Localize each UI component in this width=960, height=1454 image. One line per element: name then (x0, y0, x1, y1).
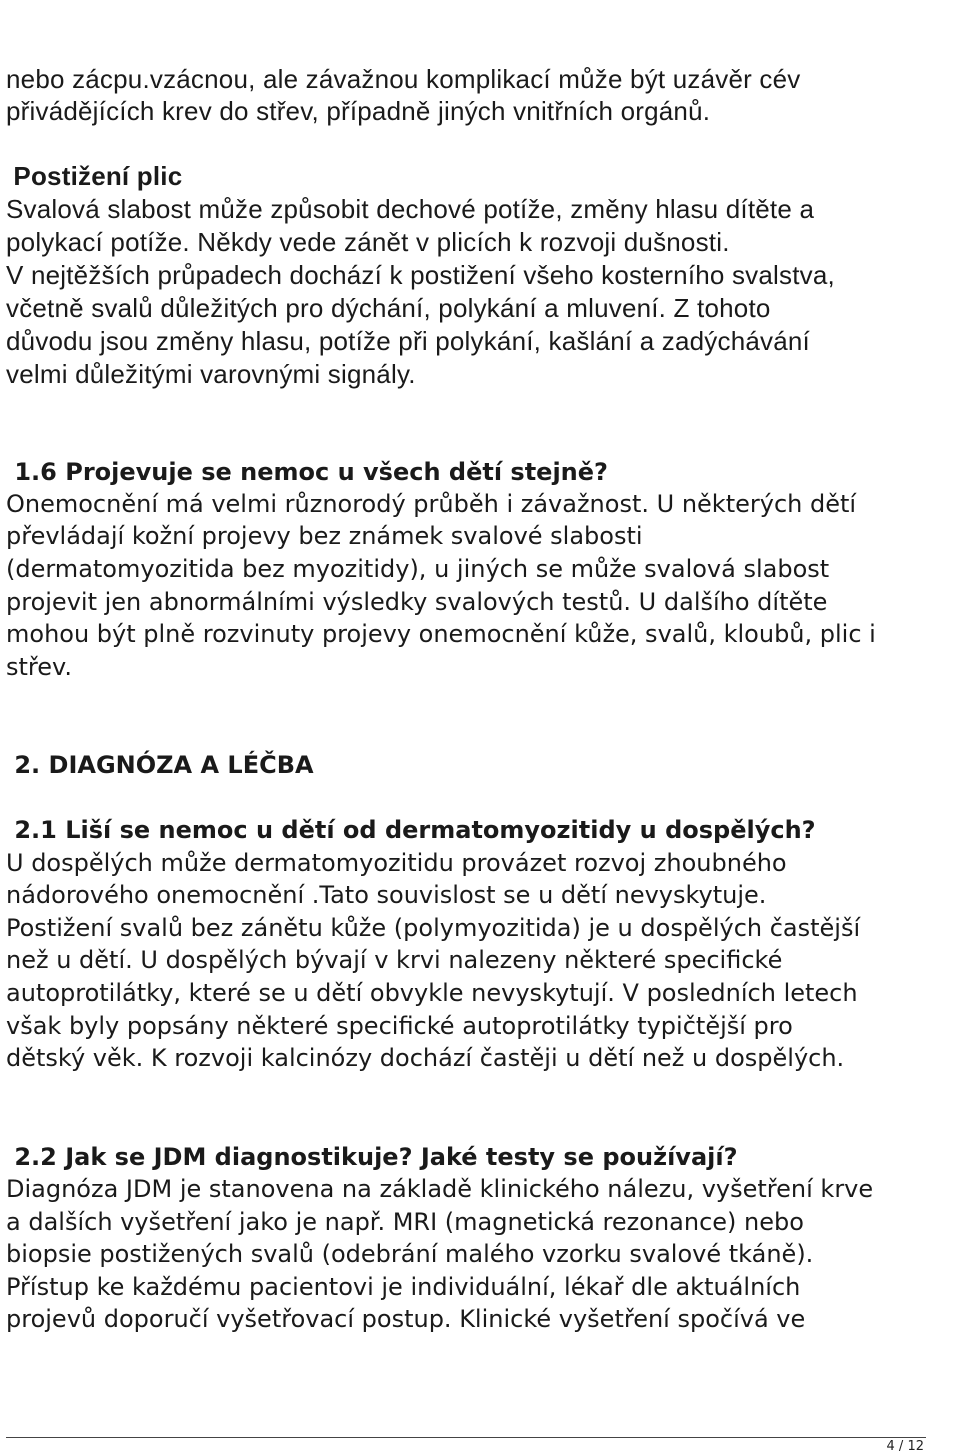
text-line: nádorového onemocnění .Tato souvislost se u dětí nevyskytuje. (6, 881, 767, 909)
section-heading-2-1: 2.1 Liší se nemoc u dětí od dermatomyozitidy u dospělých? (6, 816, 816, 844)
section-heading-1-6: 1.6 Projevuje se nemoc u všech dětí stejně? (6, 458, 608, 486)
text-line: a dalších vyšetření jako je např. MRI (magnetická rezonance) nebo (6, 1208, 804, 1236)
text-line: polykací potíže. Někdy vede zánět v plicích k rozvoji dušnosti. (6, 227, 730, 257)
text-line: Diagnóza JDM je stanovena na základě klinického nálezu, vyšetření krve (6, 1175, 874, 1203)
text-line: Svalová slabost může způsobit dechové potíže, změny hlasu dítěte a (6, 194, 815, 224)
text-line: projevit jen abnormálními výsledky svalových testů. U dalšího dítěte (6, 588, 828, 616)
footer-divider (6, 1437, 926, 1438)
text-line: převládají kožní projevy bez známek svalové slabosti (6, 522, 643, 550)
text-line: nebo zácpu.vzácnou, ale závažnou komplikací může být uzávěr cév (6, 64, 801, 94)
text-line: přivádějících krev do střev, případně jiných vnitřních orgánů. (6, 96, 711, 126)
text-line: V nejtěžších průpadech dochází k postižení všeho kosterního svalstva, (6, 260, 835, 290)
text-line: mohou být plně rozvinuty projevy onemocnění kůže, svalů, kloubů, plic i (6, 620, 876, 648)
text-line: Přístup ke každému pacientovi je individuální, lékař dle aktuálních (6, 1273, 801, 1301)
text-line: velmi důležitými varovnými signály. (6, 359, 416, 389)
text-line: projevů doporučí vyšetřovací postup. Klinické vyšetření spočívá ve (6, 1305, 806, 1333)
text-line: biopsie postižených svalů (odebrání malého vzorku svalové tkáně). (6, 1240, 814, 1268)
text-line: Onemocnění má velmi různorodý průběh i závažnost. U některých dětí (6, 490, 857, 518)
page-number: 4 / 12 (886, 1439, 924, 1454)
text-line: U dospělých může dermatomyozitidu provázet rozvoj zhoubného (6, 849, 787, 877)
text-line: Postižení svalů bez zánětu kůže (polymyozitida) je u dospělých častější (6, 914, 861, 942)
text-line: než u dětí. U dospělých bývají v krvi nalezeny některé specifické (6, 946, 783, 974)
text-line: střev. (6, 653, 72, 681)
text-line: dětský věk. K rozvoji kalcinózy dochází častěji u dětí než u dospělých. (6, 1044, 845, 1072)
text-line: včetně svalů důležitých pro dýchání, polykání a mluvení. Z tohoto (6, 293, 771, 323)
section-heading-2-2: 2.2 Jak se JDM diagnostikuje? Jaké testy se používají? (6, 1143, 738, 1171)
text-line: však byly popsány některé specifické autoprotilátky typičtější pro (6, 1012, 793, 1040)
section-heading-lungs: Postižení plic (6, 161, 183, 191)
text-line: autoprotilátky, které se u dětí obvykle nevyskytují. V posledních letech (6, 979, 858, 1007)
section-heading-2: 2. DIAGNÓZA A LÉČBA (6, 751, 314, 779)
text-line: (dermatomyozitida bez myozitidy), u jiných se může svalová slabost (6, 555, 830, 583)
text-line: důvodu jsou změny hlasu, potíže při polykání, kašlání a zadýchávání (6, 326, 810, 356)
